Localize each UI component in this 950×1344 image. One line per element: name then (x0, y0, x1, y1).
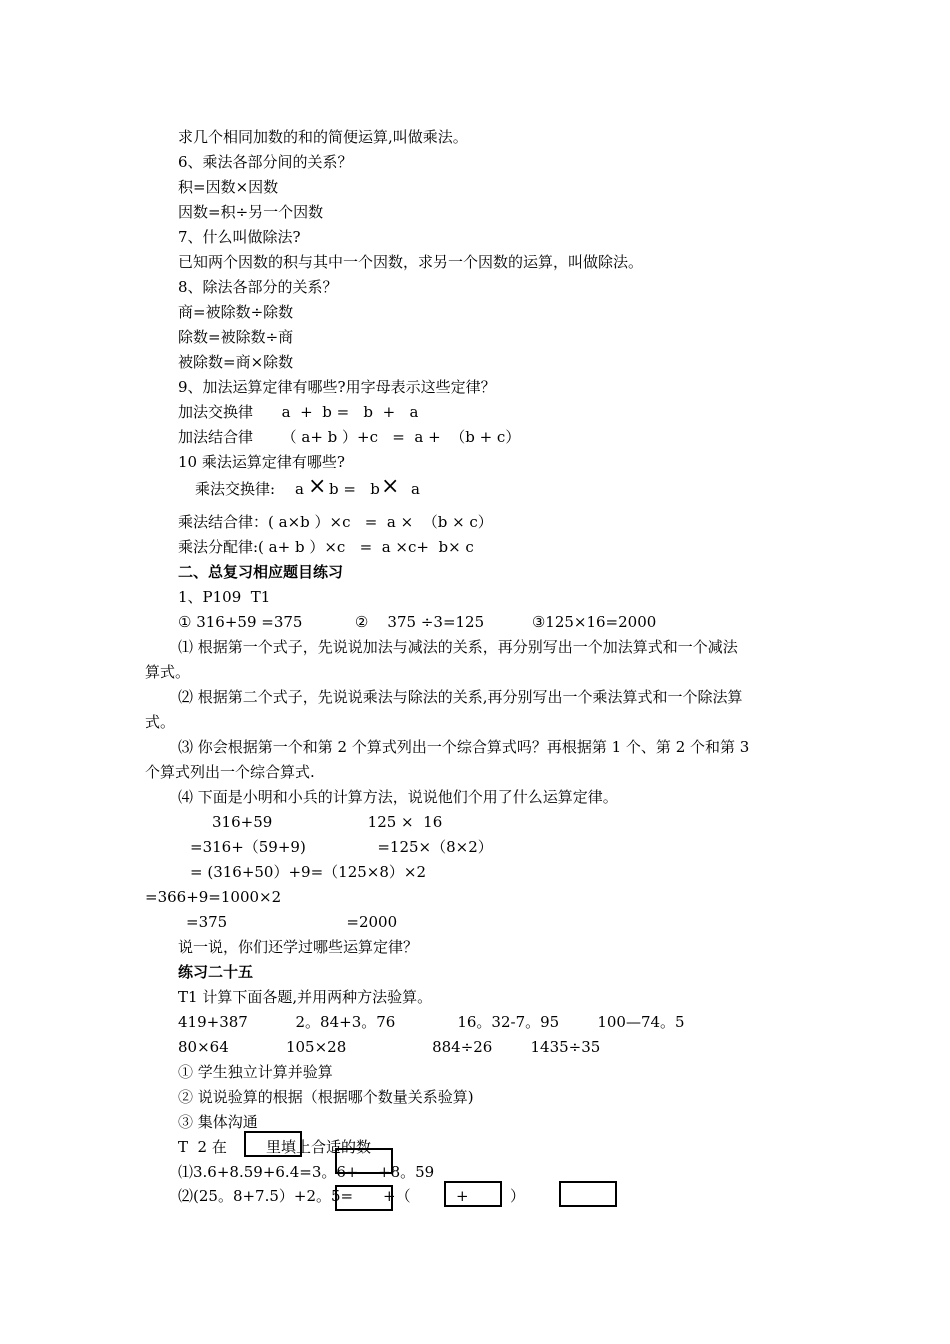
calc-line-5: =375 =2000 (186, 913, 398, 931)
text-line-12: 加法交换律 a + b = b + a (178, 403, 419, 421)
fill-box-q2-c[interactable] (559, 1181, 617, 1207)
q2-plus2: + (456, 1187, 469, 1205)
q1-right: +8。59 (378, 1163, 435, 1181)
mul-law-label: 乘法交换律: (195, 480, 276, 498)
text-line-4: 因数=积÷另一个因数 (178, 203, 324, 221)
text-line-19: ① 316+59 =375 ② 375 ÷3=125 ③125×16=2000 (178, 613, 657, 631)
text-line-25: 个算式列出一个综合算式. (145, 763, 315, 781)
section-heading-exercise: 练习二十五 (178, 963, 254, 981)
text-line-15: 乘法结合律：( a×b ）×c = a × （b × c） (178, 513, 493, 531)
text-line-38: ② 说说验算的根据（根据哪个数量关系验算) (178, 1088, 474, 1106)
mul-law-a1: a (295, 480, 304, 498)
text-line-26: ⑷ 下面是小明和小兵的计算方法，说说他们个用了什么运算定律。 (178, 788, 618, 806)
calc-line-4: =366+9=1000×2 (145, 888, 282, 906)
exercise-row-2: 80×64 105×28 884÷26 1435÷35 (178, 1038, 601, 1056)
text-line-9: 除数=被除数÷商 (178, 328, 294, 346)
text-line-2: 6、乘法各部分间的关系？ (178, 153, 353, 171)
t2-suffix: 里填上合适的数 (266, 1138, 372, 1156)
text-line-1: 求几个相同加数的和的简便运算,叫做乘法。 (178, 128, 468, 146)
text-line-11: 9、加法运算定律有哪些?用字母表示这些定律？ (178, 378, 496, 396)
text-line-16: 乘法分配律:( a+ b ）×c = a ×c+ b× c (178, 538, 474, 556)
text-line-20: ⑴ 根据第一个式子，先说说加法与减法的关系，再分别写出一个加法算式和一个减法 (178, 638, 738, 656)
text-line-3: 积=因数×因数 (178, 178, 279, 196)
text-line-13: 加法结合律 （ a+ b ）+c = a + （b + c） (178, 428, 521, 446)
q2-paren: ） (510, 1187, 526, 1205)
exercise-row-1: 419+387 2。84+3。76 16。32-7。95 100—74。5 (178, 1013, 685, 1031)
calc-line-3: = (316+50）+9=（125×8）×2 (190, 863, 427, 881)
text-line-32: 说一说，你们还学过哪些运算定律？ (178, 938, 419, 956)
mul-law-mid: b = b (329, 480, 380, 498)
text-line-5: 7、什么叫做除法? (178, 228, 301, 246)
q2-left: ⑵(25。8+7.5）+2。5= (178, 1187, 354, 1205)
text-line-14: 10 乘法运算定律有哪些? (178, 453, 345, 471)
text-line-21: 算式。 (145, 663, 191, 681)
calc-line-1: 316+59 125 × 16 (212, 813, 443, 831)
section-heading-review: 二、总复习相应题目练习 (178, 563, 344, 581)
text-line-7: 8、除法各部分的关系？ (178, 278, 338, 296)
text-line-10: 被除数=商×除数 (178, 353, 294, 371)
text-line-8: 商=被除数÷除数 (178, 303, 294, 321)
t2-prefix: T 2 在 (178, 1138, 227, 1156)
times-sign-2: × (381, 474, 400, 499)
text-line-22: ⑵ 根据第二个式子，先说说乘法与除法的关系,再分别写出一个乘法算式和一个除法算 (178, 688, 743, 706)
q1-left: ⑴3.6+8.59+6.4=3。6+ (178, 1163, 359, 1181)
q2-plus1: +（ (383, 1187, 411, 1205)
text-line-34: T1 计算下面各题,并用两种方法验算。 (178, 988, 433, 1006)
text-line-39: ③ 集体沟通 (178, 1113, 258, 1131)
text-line-23: 式。 (145, 713, 176, 731)
text-line-18: 1、P109 T1 (178, 588, 271, 606)
calc-line-2: =316+（59+9) =125×（8×2） (190, 838, 493, 856)
text-line-6: 已知两个因数的积与其中一个因数，求另一个因数的运算，叫做除法。 (178, 253, 644, 271)
fill-box-q2-b[interactable] (444, 1181, 502, 1207)
times-sign-1: × (308, 474, 327, 499)
text-line-24: ⑶ 你会根据第一个和第 2 个算式列出一个综合算式吗？再根据第 1 个、第 2 个和第 3 (178, 738, 750, 756)
text-line-37: ① 学生独立计算并验算 (178, 1063, 333, 1081)
mul-law-a2: a (411, 480, 420, 498)
